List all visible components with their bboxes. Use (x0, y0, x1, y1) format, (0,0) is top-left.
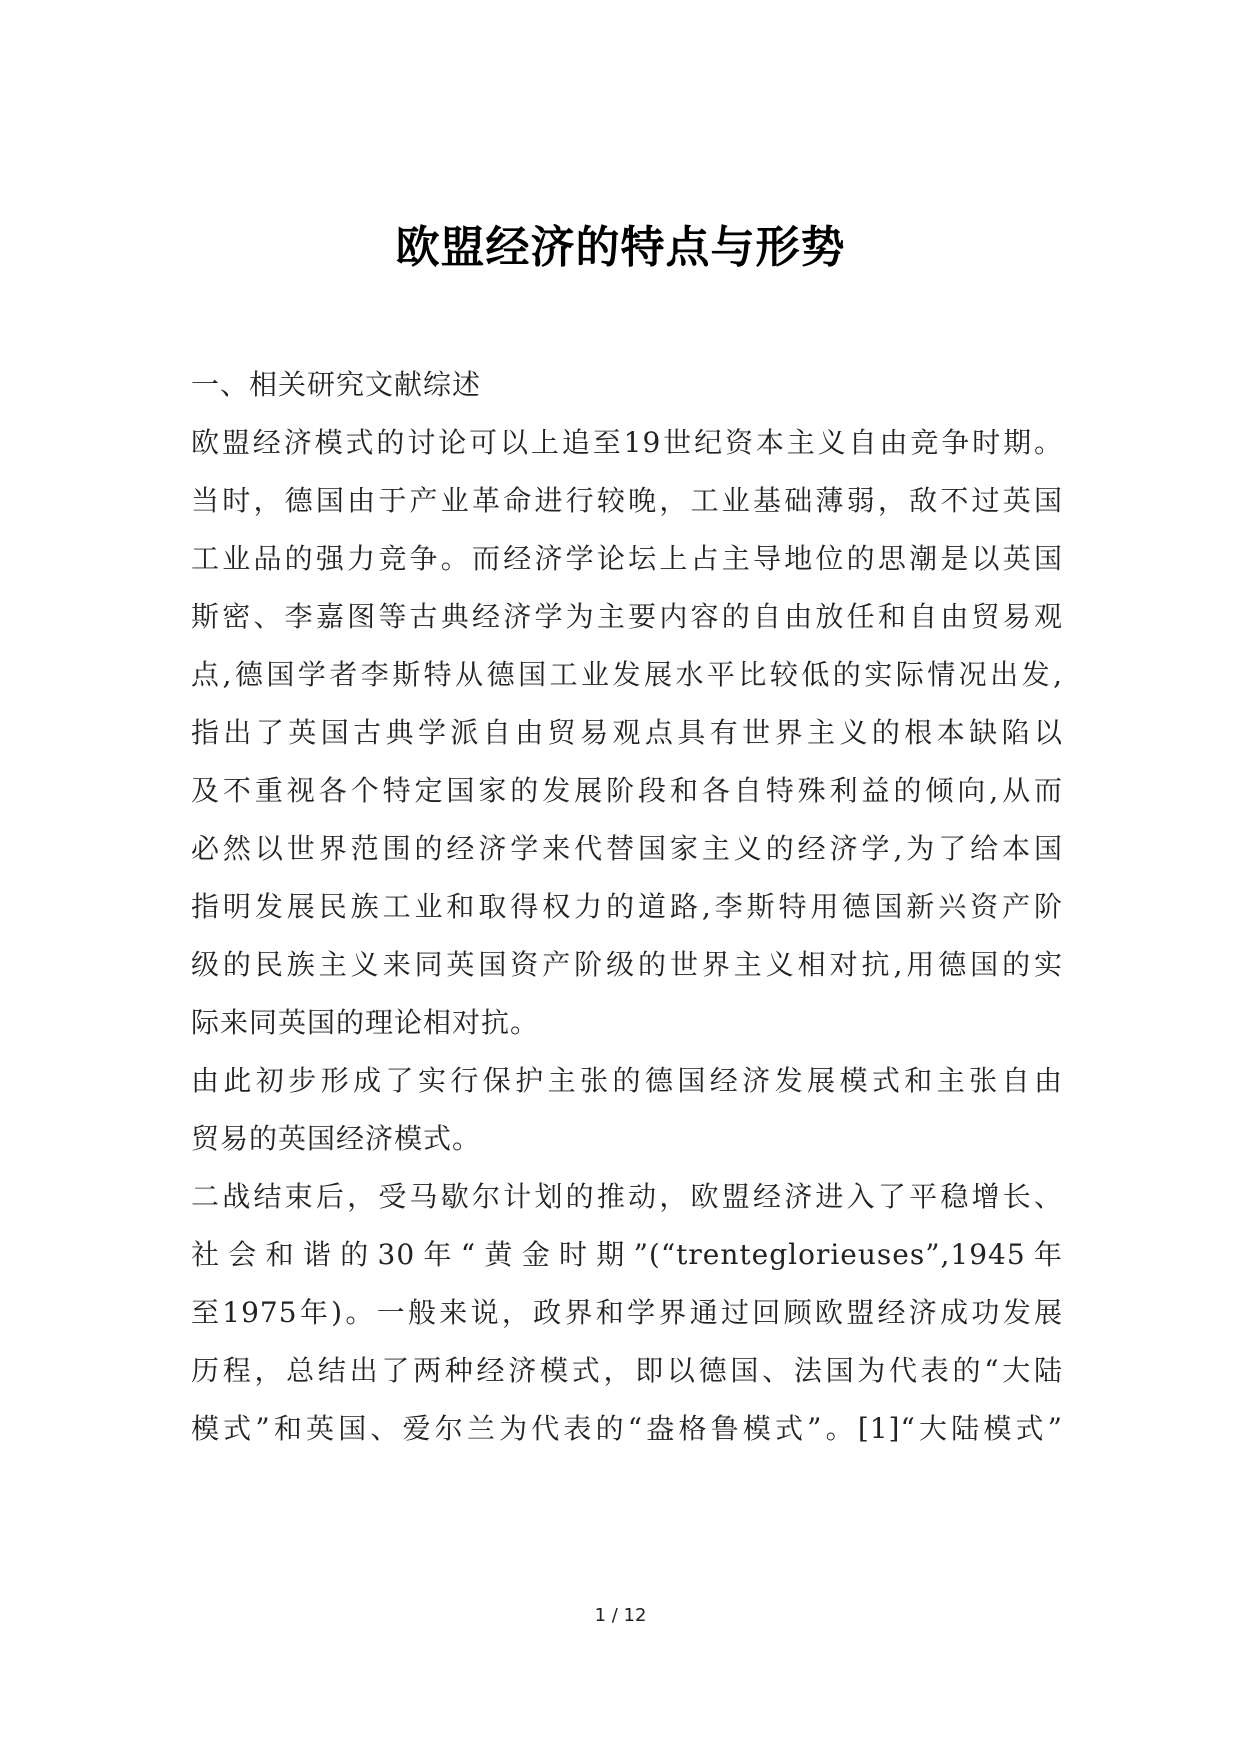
text-line: 历程，总结出了两种经济模式，即以德国、法国为代表的“大陆 (191, 1354, 1063, 1387)
text-line: 工业品的强力竞争。而经济学论坛上占主导地位的思潮是以英国 (191, 542, 1063, 575)
text-line: 点,德国学者李斯特从德国工业发展水平比较低的实际情况出发, (191, 658, 1063, 691)
text-line: 际来同英国的理论相对抗。 (191, 1006, 540, 1039)
text-line: 一、相关研究文献综述 (191, 368, 482, 401)
text-line: 级的民族主义来同英国资产阶级的世界主义相对抗,用德国的实 (191, 948, 1063, 981)
page-title: 欧盟经济的特点与形势 (395, 222, 846, 273)
text-line: 指出了英国古典学派自由贸易观点具有世界主义的根本缺陷以 (191, 716, 1063, 749)
text-line: 指明发展民族工业和取得权力的道路,李斯特用德国新兴资产阶 (191, 890, 1063, 923)
text-line: 社会和谐的30年“黄金时期”(“trenteglorieuses”,1945年 (191, 1238, 1063, 1271)
text-line: 二战结束后，受马歇尔计划的推动，欧盟经济进入了平稳增长、 (191, 1180, 1063, 1213)
page-number: 1 / 12 (594, 1605, 647, 1626)
text-line: 由此初步形成了实行保护主张的德国经济发展模式和主张自由 (191, 1064, 1063, 1097)
text-line: 斯密、李嘉图等古典经济学为主要内容的自由放任和自由贸易观 (191, 600, 1063, 633)
text-line: 必然以世界范围的经济学来代替国家主义的经济学,为了给本国 (191, 832, 1063, 865)
text-line: 贸易的英国经济模式。 (191, 1122, 482, 1155)
document-body (191, 356, 1063, 1458)
text-line: 至1975年)。一般来说，政界和学界通过回顾欧盟经济成功发展 (191, 1296, 1063, 1329)
text-line: 模式”和英国、爱尔兰为代表的“盎格鲁模式”。[1]“大陆模式” (191, 1412, 1063, 1445)
text-line: 欧盟经济模式的讨论可以上追至19世纪资本主义自由竞争时期。 (191, 426, 1063, 459)
text-line: 当时，德国由于产业革命进行较晚，工业基础薄弱，敌不过英国 (191, 484, 1063, 517)
text-line: 及不重视各个特定国家的发展阶段和各自特殊利益的倾向,从而 (191, 774, 1063, 807)
